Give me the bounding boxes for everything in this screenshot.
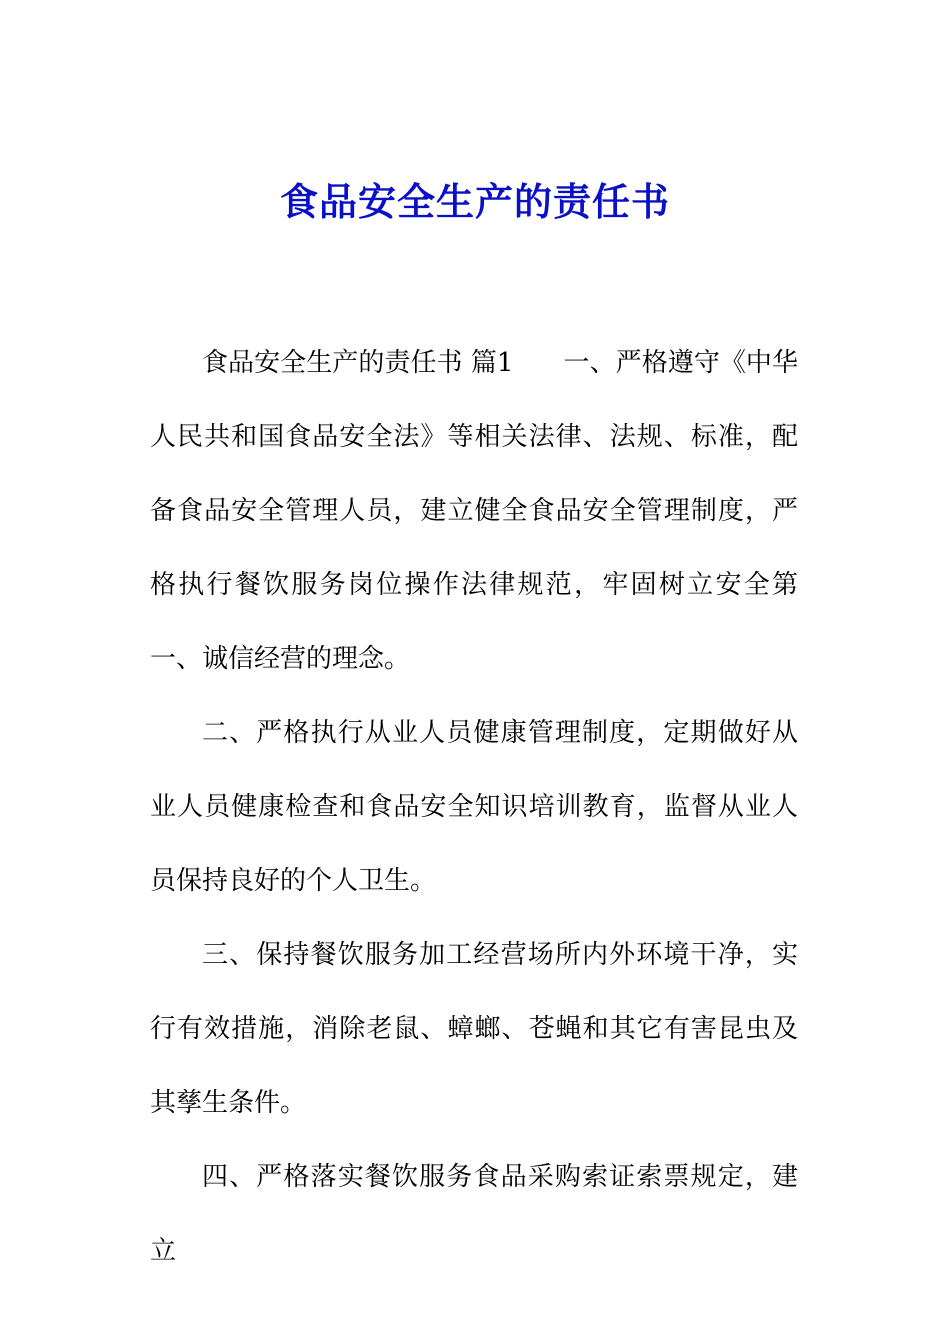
document-body	[150, 326, 798, 1288]
paragraph-1	[150, 326, 798, 696]
paragraph-3: 三、保持餐饮服务加工经营场所内外环境干净，实行有效措施，消除老鼠、蟑螂、苍蝇和其它有害昆虫及其孳生条件。	[150, 940, 798, 1118]
paragraph-2: 二、严格执行从业人员健康管理制度，定期做好从业人员健康检查和食品安全知识培训教育，监督从业人员保持良好的个人卫生。	[150, 718, 798, 896]
paragraph-4: 四、严格落实餐饮服务食品采购索证索票规定，建立	[150, 1162, 798, 1266]
paragraph-1-text: 一、严格遵守《中华人民共和国食品安全法》等相关法律、法规、标准，配备食品安全管理人员，建立健全食品安全管理制度，严格执行餐饮服务岗位操作法律规范，牢固树立安全第一、诚信经营的理念。	[150, 348, 798, 674]
document-title: 食品安全生产的责任书	[279, 179, 670, 224]
section-label: 食品安全生产的责任书 篇1	[202, 348, 514, 378]
